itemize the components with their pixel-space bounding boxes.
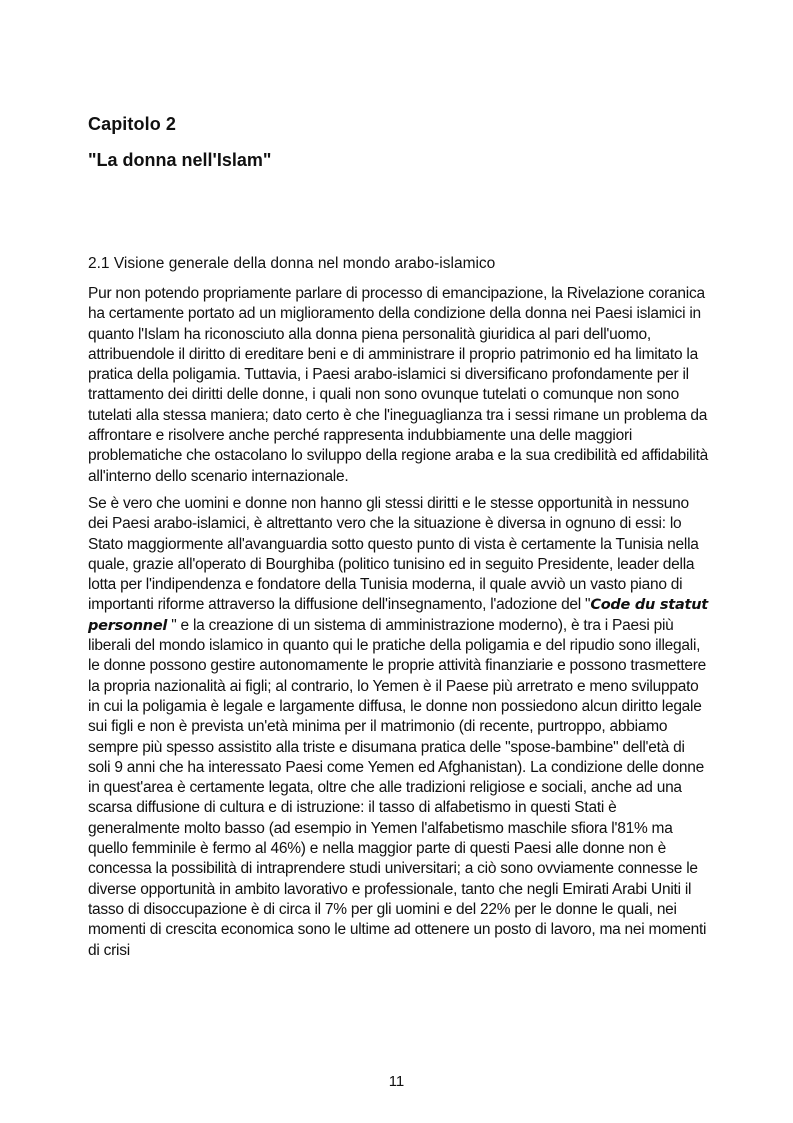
section-heading: 2.1 Visione generale della donna nel mondo arabo-islamico [88,255,496,272]
paragraph-2-part-2: " e la creazione di un sistema di amministrazione moderno), è tra i Paesi più liberali del mondo islamico in quanto qui le pratiche della poligamia e del ripudio sono illegali, le donne possono gestire autonomamente le proprie attività finanziarie e possono trasmettere la propria nazionalità ai figli; al contrario, lo Yemen è il Paese più arretrato e meno sviluppato in cui la poligamia è legale e largamente diffusa, le donne non possiedono alcun diritto legale sui figli e non è prevista un'età minima per il matrimonio (di recente, purtroppo, abbiamo sempre più spesso assistito alla triste e disumana pratica delle "spose-bambine" dell'età di soli 9 anni che ha interessato Paesi come Yemen ed Afghanistan). La condizione delle donne in quest'area è certamente legata, oltre che alle tradizioni religiose e sociali, anche ad una scarsa diffusione di cultura e di istruzione: il tasso di alfabetismo in questi Stati è generalmente molto basso (ad esempio in Yemen l'alfabetismo maschile sfiora l'81% ma quello femminile è fermo al 46%) e nella maggior parte di questi Paesi alle donne non è concessa la possibilità di intraprendere studi universitari; a ciò sono ovviamente connesse le diverse opportunità in ambito lavorativo e professionale, tanto che negli Emirati Arabi Uniti il tasso di disoccupazione è di circa il 7% per gli uomini e del 22% per le donne le quali, nei momenti di crescita economica sono le ultime ad ottenere un posto di lavoro, ma nei momenti di crisi [88,616,707,959]
chapter-label: Capitolo 2 [88,114,177,134]
paragraph-2 [88,494,710,961]
chapter-title: "La donna nell'Islam" [88,150,272,170]
paragraph-2-part-1: Se è vero che uomini e donne non hanno gli stessi diritti e le stesse opportunità in nessuno dei Paesi arabo-islamici, è altrettanto vero che la situazione è diversa in ognuno di essi: lo Stato maggiormente all'avanguardia sotto questo punto di vista è certamente la Tunisia nella quale, grazie all'operato di Bourghiba (politico tunisino ed in seguito Presidente, leader della lotta per l'indipendenza e fondatore della Tunisia moderna, il quale avviò un vasto piano di importanti riforme attraverso la diffusione dell'insegnamento, l'adozione del " [88,494,699,614]
body-text [88,284,710,968]
paragraph-1: Pur non potendo propriamente parlare di processo di emancipazione, la Rivelazione coranica ha certamente portato ad un miglioramento della condizione della donna nei Paesi islamici in quanto l'Islam ha riconosciuto alla donna piena personalità giuridica al pari dell'uomo, attribuendole il diritto di ereditare beni e di amministrare il proprio patrimonio ed ha limitato la pratica della poligamia. Tuttavia, i Paesi arabo-islamici si diversificano profondamente per il trattamento dei diritti delle donne, i quali non sono ovunque tutelati o comunque non sono tutelati alla stessa maniera; dato certo è che l'ineguaglianza tra i sessi rimane un problema da affrontare e risolvere anche perché rappresenta indubbiamente una delle maggiori problematiche che ostacolano lo sviluppo della regione araba e la sua credibilità ed affidabilità all'interno dello scenario internazionale. [88,285,708,485]
code-du-statut-title: Code du statut personnel [88,597,708,634]
page-number: 11 [388,1073,405,1090]
